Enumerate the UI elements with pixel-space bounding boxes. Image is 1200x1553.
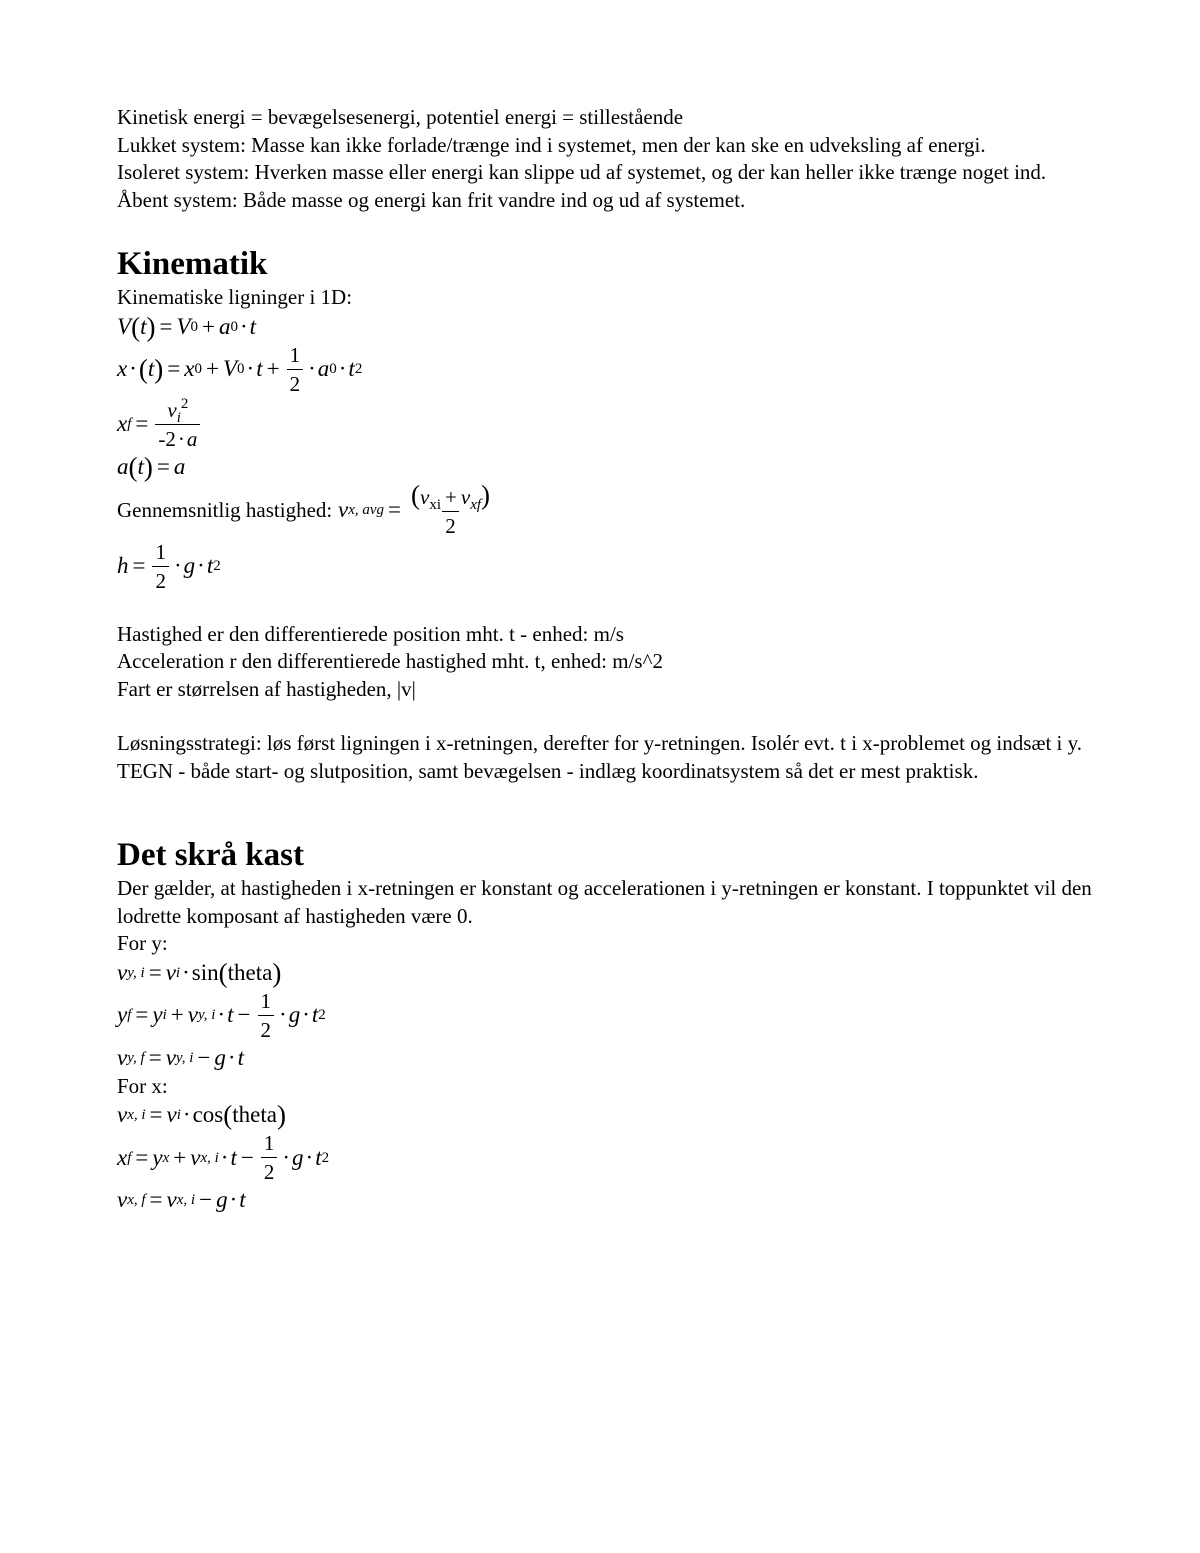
skraa-kast-intro: Der gælder, at hastigheden i x-retningen er konstant og accelerationen i y-retningen er konstant. I toppunktet vil den lodrette komposant af hastigheden være 0.	[117, 876, 1092, 928]
sin-function: sin	[191, 959, 219, 985]
equation-vxf: v x, f = v x, i − g · t	[117, 1187, 246, 1212]
equation-vxi: v x, i = v i · cos ( theta )	[117, 1100, 286, 1130]
solution-strategy: Løsningsstrategi: løs først ligningen i x-retningen, derefter for y-retningen. Isolér evt. t i x-problemet og indsæt i y. TEGN - både start- og slutposition, samt bevægelsen - indlæg koordinatsystem så det er mest praktisk.	[117, 731, 1083, 783]
equation-position: x · ( t ) = x 0 + V 0 · t + $\frac{1}{2}$ · a 0 · t 2	[117, 342, 363, 396]
velocity-definition: Hastighed er den differentierede position mht. t - enhed: m/s	[117, 621, 624, 646]
equation-xf: x f = y x + v x, i · t − $\frac{1}{2}$ · g · t 2	[117, 1131, 330, 1184]
intro-line-2: Lukket system: Masse kan ikke forlade/trænge ind i systemet, men der kan ske en udveksling af energi.	[117, 132, 986, 157]
equation-yf: y f = y i + v y, i · t − $\frac{1}{2}$ · g · t 2	[117, 988, 326, 1042]
equation-velocity: V ( t ) = V 0 + a 0 · t	[117, 311, 257, 342]
equation-vyf: v y, f = v y, i − g · t	[117, 1044, 244, 1070]
intro-line-4: Åbent system: Både masse og energi kan frit vandre ind og ud af systemet.	[117, 187, 746, 212]
intro-line-1: Kinetisk energi = bevægelsesenergi, potentiel energi = stillestående	[117, 105, 684, 129]
kinematik-heading: Kinematik	[117, 246, 268, 282]
for-y-label: For y:	[117, 931, 168, 955]
equation-final-position: x f = $\frac{v_i^2}{-2\cdot a}$	[117, 397, 1107, 452]
kinematik-subtitle: Kinematiske ligninger i 1D:	[117, 285, 353, 309]
intro-line-3: Isoleret system: Hverken masse eller energi kan slippe ud af systemet, og der kan heller ikke trænge noget ind.	[117, 160, 1047, 184]
acceleration-definition: Acceleration r den differentierede hastighed mht. t, enhed: m/s^2	[117, 649, 663, 673]
for-x-label: For x:	[117, 1073, 168, 1098]
avg-velocity-label: Gennemsnitlig hastighed:	[117, 498, 333, 522]
equation-vyi: v y, i = v i · sin ( theta )	[117, 957, 282, 988]
equation-height: h = $\frac{1}{2}$ · g · t 2	[117, 539, 221, 593]
skraa-kast-heading: Det skrå kast	[117, 837, 304, 873]
equation-acceleration: a ( t ) = a	[117, 451, 186, 482]
theta-2: theta	[232, 1102, 277, 1127]
equation-average-velocity: Gennemsnitlig hastighed: v x, avg = $\frac{(v_{xi} + v_{xf})}{2}$	[117, 479, 491, 538]
document-page	[117, 104, 1107, 1215]
cos-function: cos	[192, 1102, 224, 1127]
speed-definition: Fart er størrelsen af hastigheden, |v|	[117, 676, 416, 701]
theta-1: theta	[227, 959, 273, 985]
